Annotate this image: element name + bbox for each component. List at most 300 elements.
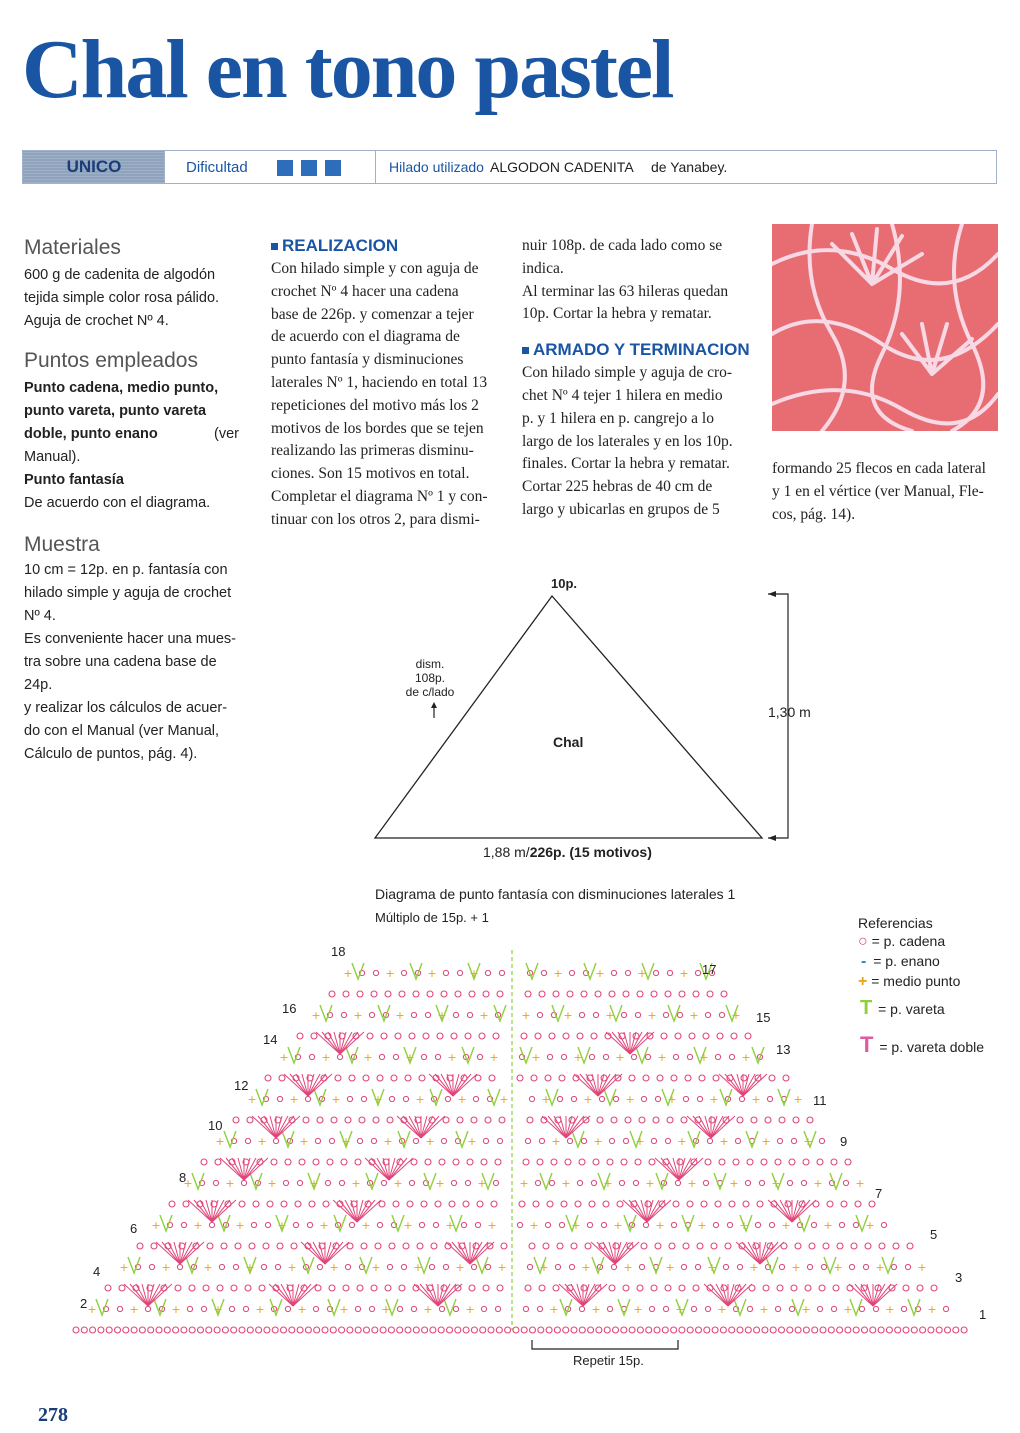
chain-mark — [571, 1327, 577, 1333]
chain-mark — [345, 1117, 351, 1123]
chain-mark — [655, 1096, 660, 1101]
chain-mark — [399, 1285, 405, 1291]
chain-mark — [349, 1222, 354, 1227]
chain-mark — [441, 1138, 446, 1143]
text-line: 10p. Cortar la hebra y rematar. — [522, 305, 712, 323]
chain-mark — [457, 1117, 463, 1123]
chain-mark — [928, 1327, 934, 1333]
chain-mark — [221, 1243, 227, 1249]
chain-mark — [737, 1327, 743, 1333]
chain-mark — [335, 1075, 341, 1081]
sc-mark: + — [531, 1051, 541, 1064]
sc-mark: + — [413, 1261, 423, 1274]
chain-mark — [663, 1012, 668, 1017]
chain-mark — [81, 1327, 87, 1333]
chain-mark — [587, 1222, 592, 1227]
chain-mark — [215, 1159, 221, 1165]
chain-mark — [409, 1180, 414, 1185]
text-line: Al terminar las 63 hileras quedan — [522, 282, 729, 300]
chain-mark — [611, 1117, 617, 1123]
chain-mark — [347, 1096, 352, 1101]
chain-mark — [322, 1327, 328, 1333]
chain-mark — [379, 1054, 384, 1059]
sc-mark: + — [833, 1261, 843, 1274]
sc-mark: + — [615, 1051, 625, 1064]
chain-mark — [847, 1285, 853, 1291]
chain-mark — [565, 1159, 571, 1165]
sc-mark: + — [215, 1135, 225, 1148]
chain-mark — [243, 1306, 248, 1311]
chain-mark — [343, 991, 349, 997]
chain-mark — [481, 1159, 487, 1165]
chain-mark — [637, 1327, 643, 1333]
chain-mark — [654, 1327, 660, 1333]
chain-mark — [417, 1243, 423, 1249]
sc-mark: + — [279, 1051, 289, 1064]
chain-mark — [485, 970, 490, 975]
base-label — [483, 844, 652, 860]
schematic-top-label: 10p. — [551, 576, 578, 591]
double-crochet-symbol-icon: T — [860, 997, 873, 1019]
row-number: 15 — [756, 1010, 771, 1025]
text-line: nuir 108p. de cada lado como se — [522, 237, 723, 254]
legend-item — [858, 953, 1008, 971]
chain-mark — [879, 1243, 885, 1249]
chain-mark — [623, 991, 629, 997]
chain-mark — [438, 1327, 444, 1333]
chain-mark — [139, 1327, 145, 1333]
chain-mark — [381, 1033, 387, 1039]
height-label: 1,30 m — [768, 704, 811, 720]
sc-mark: + — [709, 1093, 719, 1106]
chain-mark — [467, 1012, 472, 1017]
sc-mark: + — [329, 1261, 339, 1274]
dc-mark — [352, 963, 364, 979]
chain-mark — [811, 1222, 816, 1227]
row-number: 12 — [234, 1078, 249, 1093]
chain-mark — [385, 1285, 391, 1291]
chain-mark — [189, 1327, 195, 1333]
dc-mark — [908, 1299, 920, 1315]
chain-mark — [767, 1096, 772, 1101]
chain-mark — [651, 1285, 657, 1291]
chain-mark — [695, 1264, 700, 1269]
chain-mark — [751, 1117, 757, 1123]
chain-mark — [833, 1285, 839, 1291]
chain-mark — [433, 1222, 438, 1227]
chain-mark — [563, 1327, 569, 1333]
fan-mark — [704, 1284, 728, 1306]
fan-mark — [180, 1242, 204, 1264]
chain-mark — [361, 1243, 367, 1249]
sc-mark: + — [423, 1303, 433, 1316]
chain-mark — [279, 1075, 285, 1081]
sc-mark: + — [119, 1261, 129, 1274]
text-line: tejida simple color rosa pálido. — [24, 290, 220, 306]
chain-mark — [695, 970, 700, 975]
chain-mark — [769, 1075, 775, 1081]
chain-mark — [479, 1033, 485, 1039]
chain-mark — [559, 1075, 565, 1081]
sc-mark: + — [813, 1177, 823, 1190]
chain-mark — [567, 991, 573, 997]
text-line: y realizar los cálculos de acuer- — [24, 700, 228, 716]
chain-mark — [443, 970, 448, 975]
chain-mark — [106, 1327, 112, 1333]
sc-mark: + — [87, 1303, 97, 1316]
left-column — [24, 236, 239, 766]
chain-mark — [655, 1243, 661, 1249]
chain-mark — [646, 1327, 652, 1333]
legend-label: = p. enano — [873, 953, 940, 969]
sc-mark: + — [465, 1303, 475, 1316]
chain-mark — [537, 1306, 542, 1311]
chain-mark — [217, 1285, 223, 1291]
chain-mark — [779, 1117, 785, 1123]
chain-mark — [715, 1201, 721, 1207]
chain-mark — [653, 970, 658, 975]
chain-mark — [931, 1285, 937, 1291]
text-line: de acuerdo con el diagrama de — [271, 328, 460, 346]
chain-mark — [389, 1243, 395, 1249]
chain-mark — [419, 1075, 425, 1081]
legend-label: = p. cadena — [871, 933, 946, 949]
chain-mark — [389, 1096, 394, 1101]
text-line: dism. — [415, 657, 445, 671]
chain-mark — [439, 1306, 444, 1311]
chain-mark — [671, 1075, 677, 1081]
fan-mark — [212, 1200, 224, 1222]
chain-mark — [731, 1033, 737, 1039]
chain-mark — [345, 1264, 350, 1269]
chain-mark — [435, 1201, 441, 1207]
chain-mark — [90, 1327, 96, 1333]
chain-mark — [201, 1159, 207, 1165]
chain-mark — [497, 1285, 503, 1291]
chain-mark — [625, 1117, 631, 1123]
text-line: Punto cadena, medio punto, — [24, 380, 219, 396]
dc-mark — [96, 1299, 108, 1315]
chain-mark — [315, 1138, 320, 1143]
chain-mark — [357, 1285, 363, 1291]
sc-mark: + — [697, 1219, 707, 1232]
row-number: 1 — [979, 1307, 987, 1322]
chain-mark — [665, 1138, 670, 1143]
text-line: laterales Nº 1, haciendo en total 13 — [271, 373, 488, 391]
chain-mark — [123, 1327, 129, 1333]
chain-mark — [549, 1033, 555, 1039]
dc-mark — [192, 1173, 204, 1189]
chain-mark — [601, 1222, 606, 1227]
references-heading: Referencias — [858, 915, 933, 931]
fan-mark — [760, 1242, 772, 1264]
chain-mark — [561, 1054, 566, 1059]
chain-mark — [581, 1285, 587, 1291]
chain-mark — [489, 1075, 495, 1081]
sc-mark: + — [603, 1177, 613, 1190]
chain-mark — [289, 1327, 295, 1333]
sc-mark: + — [235, 1219, 245, 1232]
chain-mark — [639, 1117, 645, 1123]
chain-mark — [545, 1075, 551, 1081]
text-line: y 1 en el vértice (ver Manual, Fle- — [772, 482, 984, 500]
chain-mark — [495, 1159, 501, 1165]
chain-mark — [275, 1264, 280, 1269]
chain-mark — [555, 1264, 560, 1269]
chain-mark — [575, 1201, 581, 1207]
chain-mark — [364, 1327, 370, 1333]
chain-mark — [687, 1054, 692, 1059]
base-width: 1,88 m/ — [483, 844, 530, 860]
chain-mark — [873, 1306, 878, 1311]
sc-mark: + — [581, 1261, 591, 1274]
sc-mark: + — [885, 1303, 895, 1316]
sc-mark: + — [425, 1135, 435, 1148]
chain-mark — [505, 1327, 511, 1333]
realizacion-column — [271, 236, 503, 532]
chain-mark — [891, 1264, 896, 1269]
chain-mark — [791, 1285, 797, 1291]
chain-mark — [381, 1180, 386, 1185]
chain-mark — [371, 991, 377, 997]
sc-mark: + — [331, 1093, 341, 1106]
chain-mark — [247, 1327, 253, 1333]
sc-mark: + — [573, 1051, 583, 1064]
chain-mark — [527, 1264, 532, 1269]
chain-mark — [387, 1264, 392, 1269]
chain-mark — [757, 1201, 763, 1207]
chain-mark — [679, 1285, 685, 1291]
armado-column — [522, 235, 754, 522]
chain-mark — [707, 1138, 712, 1143]
chain-mark — [593, 1159, 599, 1165]
chain-mark — [313, 1159, 319, 1165]
dc-mark — [734, 1299, 746, 1315]
chain-mark — [641, 1096, 646, 1101]
chain-mark — [789, 1159, 795, 1165]
chain-mark — [671, 1222, 676, 1227]
chain-mark — [554, 1327, 560, 1333]
chain-mark — [241, 1180, 246, 1185]
fan-mark — [792, 1200, 816, 1222]
chain-mark — [309, 1054, 314, 1059]
sc-mark: + — [749, 1261, 759, 1274]
chain-mark — [411, 1159, 417, 1165]
chain-mark — [393, 1201, 399, 1207]
chain-mark — [727, 1222, 732, 1227]
chain-mark — [621, 1012, 626, 1017]
sc-mark: + — [415, 1093, 425, 1106]
chain-mark — [253, 1201, 259, 1207]
chain-mark — [725, 1243, 731, 1249]
sc-mark: + — [595, 967, 605, 980]
chain-mark — [430, 1327, 436, 1333]
dc-mark — [650, 1257, 662, 1273]
yarn-suffix: de Yanabey. — [651, 159, 728, 175]
text-line: largo de los laterales y en los 10p. — [522, 432, 733, 450]
chain-mark — [579, 1159, 585, 1165]
chain-mark — [457, 970, 462, 975]
sc-mark: + — [761, 1135, 771, 1148]
chain-mark — [214, 1327, 220, 1333]
chain-mark — [703, 1033, 709, 1039]
chain-mark — [683, 1096, 688, 1101]
sc-mark: + — [171, 1303, 181, 1316]
chain-mark — [439, 1159, 445, 1165]
row-number: 3 — [955, 1270, 963, 1285]
chain-mark — [737, 1117, 743, 1123]
chain-mark — [831, 1306, 836, 1311]
chain-mark — [283, 1180, 288, 1185]
realizacion-heading — [271, 236, 503, 256]
sc-mark: + — [385, 967, 395, 980]
chain-mark — [357, 1138, 362, 1143]
dc-mark — [830, 1173, 842, 1189]
chain-mark — [853, 1327, 859, 1333]
chain-mark — [295, 1201, 301, 1207]
sc-mark: + — [381, 1303, 391, 1316]
sc-mark: + — [571, 1219, 581, 1232]
chain-mark — [819, 1285, 825, 1291]
sc-mark: + — [731, 1009, 741, 1022]
chain-mark — [629, 1327, 635, 1333]
chain-mark — [777, 1285, 783, 1291]
chain-mark — [662, 1327, 668, 1333]
chain-mark — [207, 1243, 213, 1249]
legend-label: = p. vareta doble — [879, 1039, 985, 1055]
fan-mark — [598, 1074, 610, 1096]
sc-mark: + — [427, 967, 437, 980]
chain-mark — [821, 1264, 826, 1269]
shawl-schematic — [360, 570, 830, 870]
chain-mark — [589, 1054, 594, 1059]
chain-mark — [413, 1327, 419, 1333]
chain-mark — [643, 1222, 648, 1227]
chain-mark — [901, 1306, 906, 1311]
chain-mark — [423, 1033, 429, 1039]
chain-mark — [181, 1327, 187, 1333]
chain-mark — [721, 991, 727, 997]
chain-mark — [633, 1180, 638, 1185]
chain-mark — [803, 1159, 809, 1165]
sc-mark: + — [445, 1219, 455, 1232]
legend-item — [858, 933, 1008, 951]
chain-mark — [115, 1327, 121, 1333]
chain-mark — [297, 1033, 303, 1039]
sc-mark: + — [467, 1135, 477, 1148]
repeat-bracket — [528, 1338, 682, 1352]
chain-mark — [599, 1096, 604, 1101]
sc-mark: + — [771, 1177, 781, 1190]
chain-mark — [733, 1159, 739, 1165]
chain-mark — [517, 1075, 523, 1081]
chain-mark — [235, 1243, 241, 1249]
chain-mark — [355, 1306, 360, 1311]
text-line: crochet Nº 4 hacer una cadena — [271, 282, 459, 300]
chain-mark — [309, 1201, 315, 1207]
chain-mark — [745, 1327, 751, 1333]
chain-mark — [203, 1285, 209, 1291]
chain-mark — [267, 1201, 273, 1207]
decrease-label — [400, 657, 460, 699]
chain-mark — [588, 1327, 594, 1333]
sc-mark: + — [551, 1135, 561, 1148]
chain-mark — [173, 1327, 179, 1333]
chain-mark — [837, 1243, 843, 1249]
dc-mark — [488, 1089, 500, 1105]
divider — [375, 151, 376, 183]
chain-mark — [723, 1264, 728, 1269]
arrow-icon — [768, 591, 776, 597]
chain-mark — [820, 1327, 826, 1333]
text-line: formando 25 flecos en cada lateral — [772, 460, 986, 477]
dc-mark — [128, 1257, 140, 1273]
sc-mark: + — [591, 1303, 601, 1316]
chain-mark — [525, 1285, 531, 1291]
chain-mark — [493, 1180, 498, 1185]
fan-mark — [148, 1284, 172, 1306]
chain-mark — [613, 1096, 618, 1101]
slip-stitch-symbol-icon: - — [861, 953, 867, 970]
chain-mark — [201, 1306, 206, 1311]
dc-mark — [520, 1047, 532, 1063]
chain-mark — [189, 1285, 195, 1291]
sc-mark: + — [759, 1303, 769, 1316]
chain-mark — [613, 1243, 619, 1249]
armado-text — [522, 362, 754, 522]
sc-mark: + — [791, 1261, 801, 1274]
chain-mark — [187, 1306, 192, 1311]
text-line: de c/lado — [405, 685, 455, 699]
chain-mark — [229, 1306, 234, 1311]
chain-mark — [673, 1054, 678, 1059]
chain-mark — [579, 1012, 584, 1017]
chain-mark — [696, 1327, 702, 1333]
fan-mark — [180, 1242, 192, 1264]
sc-mark: + — [539, 1261, 549, 1274]
fan-mark — [308, 1074, 320, 1096]
chain-mark — [591, 1180, 596, 1185]
chain-mark — [347, 1243, 353, 1249]
chain-mark — [422, 1327, 428, 1333]
chain-mark — [463, 1327, 469, 1333]
sc-mark: + — [309, 1177, 319, 1190]
flecos-text — [772, 458, 1002, 526]
chain-mark — [717, 1033, 723, 1039]
chain-mark — [607, 1159, 613, 1165]
chain-mark — [349, 1075, 355, 1081]
chain-mark — [763, 1285, 769, 1291]
chain-mark — [683, 1243, 689, 1249]
chain-mark — [551, 1159, 557, 1165]
chain-mark — [623, 1138, 628, 1143]
chain-mark — [699, 1075, 705, 1081]
sc-mark: + — [613, 1219, 623, 1232]
chain-mark — [451, 1180, 456, 1185]
chain-mark — [329, 1138, 334, 1143]
chain-mark — [807, 1264, 812, 1269]
chain-mark — [635, 1012, 640, 1017]
chain-mark — [497, 991, 503, 997]
sc-mark: + — [343, 967, 353, 980]
chain-mark — [477, 1201, 483, 1207]
chain-mark — [303, 1117, 309, 1123]
chain-mark — [567, 1138, 572, 1143]
base-points: 226p. (15 motivos) — [529, 844, 652, 860]
chain-mark — [675, 1033, 681, 1039]
chain-mark — [501, 1243, 507, 1249]
chain-mark — [395, 1033, 401, 1039]
